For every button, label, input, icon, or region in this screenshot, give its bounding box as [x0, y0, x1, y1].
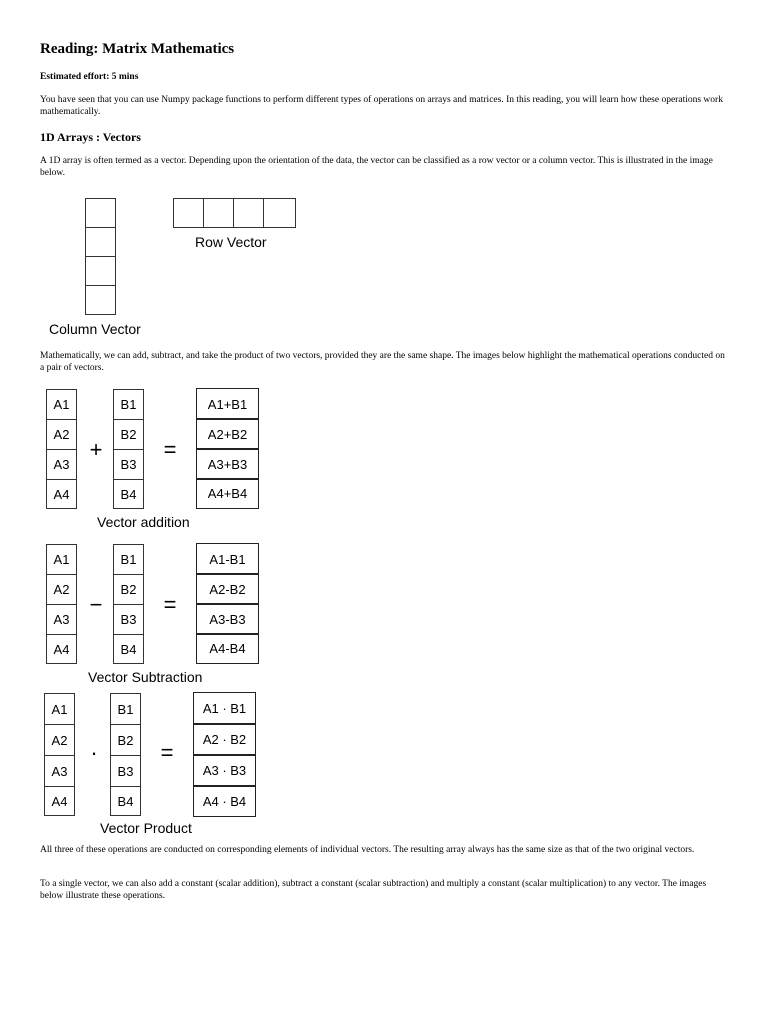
vector-a-cell: A4 — [46, 479, 77, 509]
vector-subtraction-figure — [40, 542, 270, 690]
equals-sign: = — [163, 592, 177, 617]
section-paragraph: A 1D array is often termed as a vector. Depending upon the orientation of the data, the vector can be classified as a row vector or a column vector. This is illustrated in the image below. — [40, 156, 713, 178]
row-vector-cell — [173, 198, 204, 228]
result-cell: A2 · B2 — [193, 723, 256, 756]
vector-b-cell: B2 — [113, 574, 144, 605]
vector-orientation-figure — [40, 196, 340, 341]
section-heading-1d-arrays: 1D Arrays : Vectors — [40, 130, 141, 144]
vector-a-cell: A1 — [46, 389, 77, 420]
column-vector-cell — [85, 198, 116, 228]
result-cell: A2+B2 — [196, 418, 259, 450]
result-cell: A4+B4 — [196, 478, 259, 509]
equals-sign: = — [160, 740, 174, 765]
page-title: Reading: Matrix Mathematics — [40, 41, 235, 57]
row-vector-cell — [233, 198, 264, 228]
vector-b-cell: B1 — [110, 693, 141, 725]
column-vector-cell — [85, 256, 116, 286]
result-cell: A1+B1 — [196, 388, 259, 420]
plus-operator: + — [89, 437, 103, 462]
vector-a-cell: A3 — [46, 449, 77, 480]
vector-b-cell: B4 — [110, 786, 141, 816]
intro-paragraph: You have seen that you can use Numpy package functions to perform different types of operations on arrays and matrices. In this reading, you will learn how these operations work mathematically. — [40, 95, 723, 117]
result-cell: A4 · B4 — [193, 785, 256, 817]
vector-b-cell: B4 — [113, 479, 144, 509]
vector-addition-caption: Vector addition — [97, 514, 190, 530]
vector-b-cell: B3 — [110, 755, 141, 787]
estimated-effort: Estimated effort: 5 mins — [40, 72, 139, 82]
minus-operator: − — [89, 592, 103, 617]
vector-a-cell: A4 — [46, 634, 77, 664]
operations-intro-paragraph: Mathematically, we can add, subtract, and take the product of two vectors, provided they are the same shape. The images below highlight the mathematical operations conducted on a pair of vectors. — [40, 351, 725, 373]
column-vector-caption: Column Vector — [49, 321, 141, 337]
closing-paragraph-2: To a single vector, we can also add a constant (scalar addition), subtract a constant (scalar subtraction) and multiply a constant (scalar multiplication) to any vector. The images below illustrate these operations. — [40, 879, 707, 901]
vector-product-figure — [40, 692, 270, 840]
vector-a-cell: A4 — [44, 786, 75, 816]
result-cell: A2-B2 — [196, 573, 259, 605]
vector-a-cell: A2 — [46, 574, 77, 605]
vector-a-cell: A1 — [44, 693, 75, 725]
result-cell: A3 · B3 — [193, 754, 256, 787]
result-cell: A4-B4 — [196, 633, 259, 664]
row-vector-cell — [263, 198, 296, 228]
vector-subtraction-caption: Vector Subtraction — [88, 669, 203, 685]
vector-b-cell: B1 — [113, 389, 144, 420]
result-cell: A3-B3 — [196, 603, 259, 635]
vector-a-cell: A3 — [44, 755, 75, 787]
vector-a-cell: A3 — [46, 604, 77, 635]
vector-b-cell: B2 — [113, 419, 144, 450]
column-vector-cell — [85, 285, 116, 315]
result-cell: A1 · B1 — [193, 692, 256, 725]
vector-b-cell: B4 — [113, 634, 144, 664]
closing-paragraph-1: All three of these operations are conducted on corresponding elements of individual vectors. The resulting array always has the same size as that of the two original vectors. — [40, 845, 695, 855]
vector-a-cell: A2 — [46, 419, 77, 450]
vector-a-cell: A2 — [44, 724, 75, 756]
vector-a-cell: A1 — [46, 544, 77, 575]
row-vector-caption: Row Vector — [195, 234, 267, 250]
result-cell: A1-B1 — [196, 543, 259, 575]
vector-b-cell: B2 — [110, 724, 141, 756]
vector-b-cell: B3 — [113, 449, 144, 480]
vector-b-cell: B1 — [113, 544, 144, 575]
equals-sign: = — [163, 437, 177, 462]
vector-b-cell: B3 — [113, 604, 144, 635]
result-cell: A3+B3 — [196, 448, 259, 480]
row-vector-cell — [203, 198, 234, 228]
vector-product-caption: Vector Product — [100, 820, 192, 836]
column-vector-cell — [85, 227, 116, 257]
vector-addition-figure — [40, 387, 270, 535]
dot-operator: · — [90, 740, 98, 765]
